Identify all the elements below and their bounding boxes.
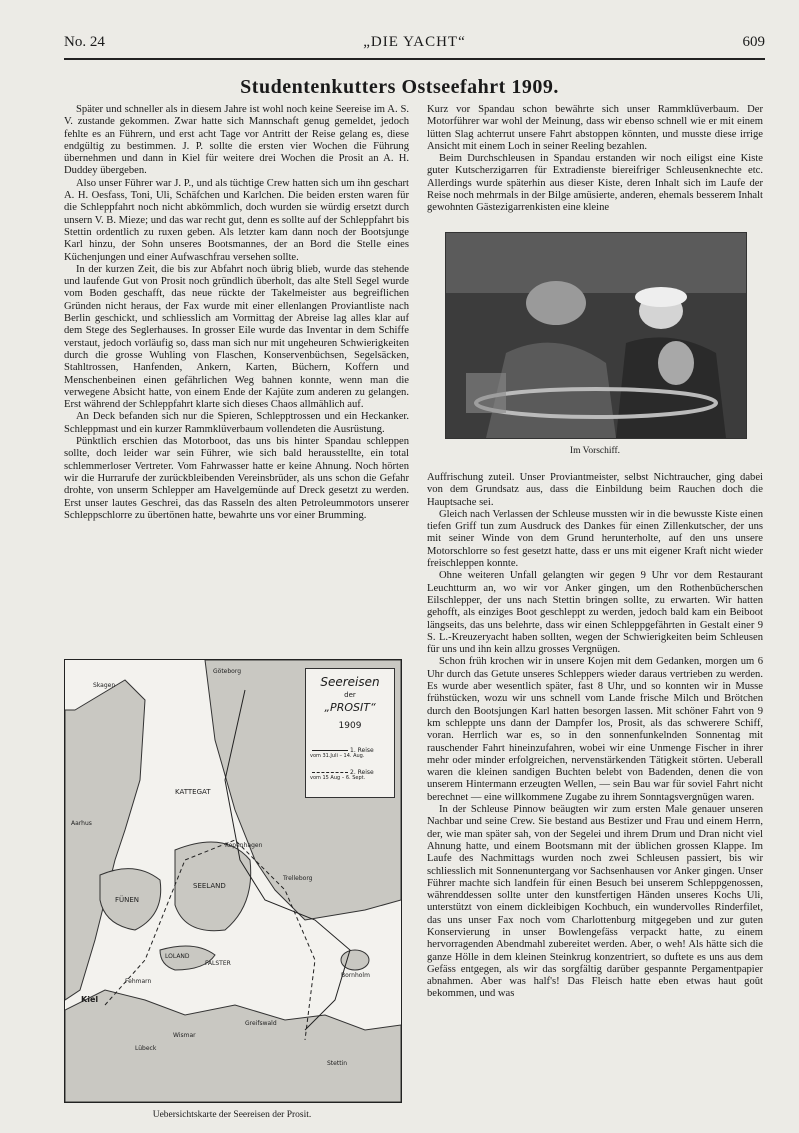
legend-route1-dates: vom 31.Juli – 14. Aug.	[310, 753, 365, 759]
map-label: Kopenhagen	[225, 842, 263, 849]
legend-title: Seereisen	[320, 675, 380, 689]
legend-name: „PROSIT“	[324, 701, 376, 714]
map-label: Fehmarn	[125, 978, 152, 985]
map-label: Kiel	[81, 995, 99, 1004]
magazine-title: „DIE YACHT“	[363, 34, 466, 50]
map-label: Lübeck	[135, 1045, 157, 1052]
page-header	[64, 34, 765, 56]
map-label: Trelleborg	[283, 875, 313, 882]
legend-route2-dates: vom 15 Aug – 6. Sept.	[310, 775, 366, 781]
paragraph: Also unser Führer war J. P., und als tüchtige Crew hatten sich um ihn geschart A. H. Oesfass, Toni, Uli, Schäfchen und Karlchen. Die beiden ersten waren für die Schleppfahrt noch nicht abkömmlich, doch wurden sie würdig ersetzt durch unsern V. B. Mieze; und das war recht gut, denn es sollte auf der Schleppfahrt bis Stettin ordentlich zu ruxen geben. Als letzter kam dann noch der Bootsjunge Karl hinzu, der Sohn unseres Bootsmannes, der an Bord die Stelle eines Küchenjungen und einer Aufwaschfrau versehen sollte.	[64, 177, 409, 263]
paragraph: Beim Durchschleusen in Spandau erstanden wir noch eiligst eine Kiste guter Kutscherzigarren für Extradienste biereifriger Schleusenknechte etc. Allerdings wurde späterhin aus dieser Kiste, deren Inhalt sich im Laufe der Reise noch mehrmals in der Bilge amüsierte, anderen, ehemals besserem Inhalt gewohnten Gästezigarrenkisten eine kleine	[427, 153, 763, 214]
page-number: 609	[742, 34, 765, 50]
paragraph: Ohne weiteren Unfall gelangten wir gegen 9 Uhr vor dem Restaurant Leuchtturm an, wo wir vor Anker gingen, um den Rothenbücherschen Eilschlepper, der uns nach Stettin bringen sollte, zu erwarten. Wir hatten gehofft, als einziges Boot geschleppt zu werden, jedoch bald kam ein Beiboot längseits, das uns belehrte, dass wir einen Schleppgefährten in Gestalt einer 9 S. L.-Kreuzeryacht haben sollten, wegen der Schwierigkeiten beim Schleusen für uns und ihn kein allzu grosses Vergnügen.	[427, 570, 763, 656]
paragraph: Gleich nach Verlassen der Schleuse mussten wir in die bewusste Kiste einen tiefen Griff tun zum Ausdruck des Dankes für einen Zillenkutscher, der uns mit seiner Winde von dem Grund herunterholte, auf den uns unsere Motorschlorre so fest gesetzt hatte, dass er uns mit eigener Kraft nicht wieder freischleppen konnte.	[427, 508, 763, 570]
map-label: KATTEGAT	[175, 788, 211, 796]
legend-route2: 2. Reise	[350, 769, 374, 776]
issue-number: No. 24	[64, 34, 105, 50]
header-rule	[64, 58, 765, 60]
legend-line-dashed	[312, 772, 348, 773]
column-left	[64, 104, 409, 522]
map-label: Göteborg	[213, 668, 242, 675]
photo-caption: Im Vorschiff.	[569, 446, 621, 456]
legend-route1: 1. Reise	[350, 747, 374, 754]
map-label: Wismar	[173, 1032, 196, 1039]
legend-year: 1909	[338, 721, 362, 731]
paragraph: In der Schleuse Pinnow beäugten wir zum ersten Male genauer unseren Nachbar und seine Crew. Sie bestand aus Bestizer und Frau und einem Herrn, der, wie man später sah, von der Segelei und ihrem Drum und Dran nicht viel Ahnung hatte, und einem Bootsmann mit der üblichen grossen Klappe. Im Laufe des Nachmittags wurden noch zwei Schleusen passiert, bis wir schliesslich mit Sonnenuntergang vor Sachsenhausen vor Anker gingen. Unser Führer machte sich landfein für einen Besuch bei unserem Schleppgenossen, währenddessen sollte unter den kunstfertigen Händen unseres Kochs Uli, unterstützt von einem dickleibigen Kochbuch, ein wundervolles Rinderfilet, das uns unser Fax noch vom Charlottenburg mitgegeben und zur guten Konservierung in unser Bowlengefäss verpackt hatte, zu einem hervorragenden Abendmahl zubereitet werden. Aber, o weh! Als hätte sich die ganze Hölle in dem kleinen Steinkrug konzentriert, so duftete es uns aus dem Gefäss entgegen, als wir das sorgfältig darüber gespannte Pergamentpapier abnahmen. Aber was half's! Das Fleisch hatte eben etwas haut goût bekommen, und was	[427, 804, 763, 1000]
legend-der: der	[344, 691, 356, 699]
map-label: Aarhus	[71, 820, 92, 827]
photo-forecastle	[445, 232, 747, 439]
column-right-top	[427, 104, 763, 215]
paragraph: Schon früh krochen wir in unsere Kojen mit dem Gedanken, morgen um 6 Uhr durch das Getute unseres Schleppers wieder daraus vertrieben zu werden. Es wurde aber wesentlich später, fast 8 Uhr, und so konnten wir in Musse frühstücken, wozu wir uns schnell vom Lande frische Milch und Brötchen durch den Bootsjungen Karl hatten besorgen lassen. Mit schöner Fahrt von 9 km schleppte uns dann der Dampfer los, Prosit, als das schwerere Schiff, voran. Herrlich war es, so in den sonnenfunkelnden Sonnentag mit rauschender Fahrt hineinzufahren, wobei wir eine Unmenge Fischer in ihrer mehr oder minder erfolgreichen, nervenstärkenden Tätigkeit störten. Ueberall waren die kleinen sandigen Buchten belebt von Badenden, denen die von unserem Hintermann erzeugten Wellen, — sein Bau war für soviel Fahrt nicht berechnet — eine willkommene Zugabe zu ihrem Sonntagsvergnügen waren.	[427, 656, 763, 803]
map-label: Bornholm	[341, 972, 370, 979]
map-caption: Uebersichtskarte der Seereisen der Prosit.	[152, 1110, 312, 1120]
paragraph: Pünktlich erschien das Motorboot, das uns bis hinter Spandau schleppen sollte, doch leider war sein Führer, wie sich bald herausstellte, ein total schlemmerloser Vertreter. Vom Fahrwasser hatte er keine Ahnung. Noch hörten wir die Hurrarufe der zurückbleibenden Vereinsbrüder, als uns schon die Gefahr drohte, von unserm Schlepper am Havelgemünde auf Dreck gesetzt zu werden. Erst unser lautes Geschrei, das das Rasseln des alten Petroleummotors unserer Schleppschlorre zu übertönen hatte, bewahrte uns vor einer Brumming.	[64, 436, 409, 521]
map-label: SEELAND	[193, 882, 226, 890]
map-legend	[305, 668, 395, 798]
legend-line-solid	[312, 750, 348, 751]
paragraph: Kurz vor Spandau schon bewährte sich unser Rammklüverbaum. Der Motorführer war wohl der Meinung, dass wir ebenso schnell wie er mit einem lütten Slag achterrut unsere Fahrt abstoppen könnten, und musste diese irrige Ansicht mit einem Loch in seiner Reeling bezahlen.	[427, 104, 763, 152]
paragraph: Auffrischung zuteil. Unser Proviantmeister, selbst Nichtraucher, ging dabei von dem Grundsatz aus, dass die Einbildung beim Rauchen doch die Hauptsache sei.	[427, 472, 763, 508]
map-label: Skagen	[93, 682, 116, 689]
map-label: LOLAND	[165, 953, 190, 960]
article-title: Studentenkutters Ostseefahrt 1909.	[240, 76, 559, 98]
map-label: Stettin	[327, 1060, 348, 1067]
photo-image	[446, 233, 746, 438]
paragraph: Später und schneller als in diesem Jahre ist wohl noch keine Seereise im A. S. V. zustande gekommen. Zwar hatte sich Mannschaft genug gemeldet, jedoch fehlte es an Führern, und erst acht Tage vor Antritt der Reise gelang es, diese endgültig zu bestimmen. J. P. sollte die ersten vier Wochen die Führung übernehmen und dann in Kiel für weitere drei Wochen die Prosit an A. H. Duddey übergeben.	[64, 104, 409, 177]
paragraph: An Deck befanden sich nur die Spieren, Schlepptrossen und ein Heckanker. Schleppmast und ein kurzer Rammklüverbaum vollendeten die Ausrüstung.	[64, 411, 409, 435]
map-label: FALSTER	[205, 960, 231, 967]
column-right-bottom	[427, 472, 763, 1001]
map-label: FÜNEN	[115, 896, 140, 904]
paragraph: In der kurzen Zeit, die bis zur Abfahrt noch übrig blieb, wurde das stehende und laufende Gut von Prosit noch gründlich überholt, das alte Stell Segel wurde vom Boden geschafft, das neue rückte der Takelmeister aus begreiflichen Gründen nicht heraus, der Fax wurde mit einer ellenlangen Proviantliste nach Berlin geschickt, und schliesslich am Vormittag der Abreise lag alles klar auf dem Stege des Seglerhauses. In grosser Eile wurde das Inventar in dem Schiffe verstaut, jedoch vorläufig so, dass man sich nur mit ungeheuren Schwierigkeiten durch die grosse Wuhling von Flaschen, Konservenbüchsen, Segelsäcken, Stahltrossen, Hanfenden, Ankern, Karten, Büchern, Koffern und Menschenbeinen einen gefährlichen Weg bahnen konnte, wenn man die verwegene Absicht hatte, von einem Ende der Kajüte zum anderen zu gelangen. Erst während der Schleppfahrt klarte sich dieses Chaos allmählich auf.	[64, 263, 409, 411]
map-label: Greifswald	[245, 1020, 277, 1027]
